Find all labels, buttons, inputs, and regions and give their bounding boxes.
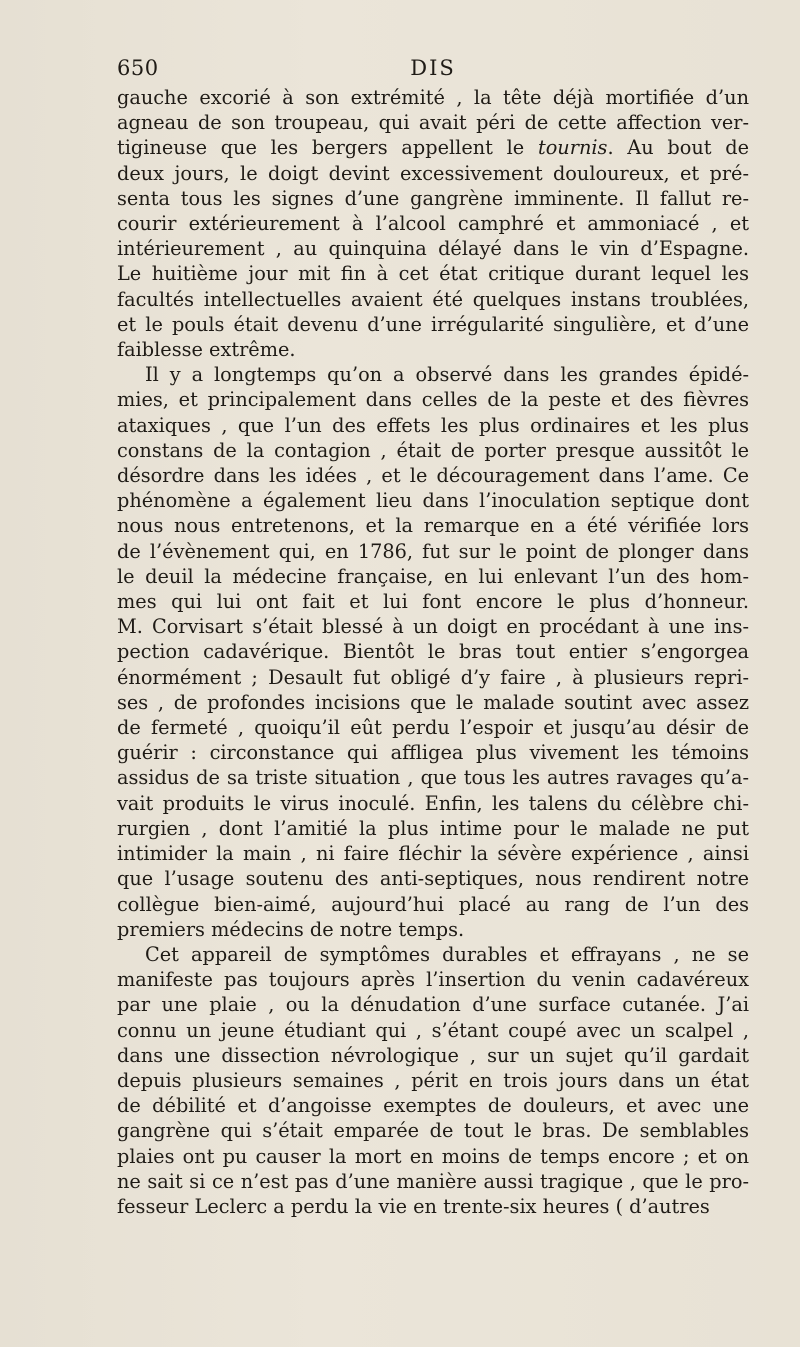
text-line: agneau de son troupeau, qui avait péri de cette affection ver-	[117, 111, 749, 135]
text-line: M. Corvisart s’était blessé à un doigt en procédant à une ins-	[117, 615, 749, 639]
text-line: de l’évènement qui, en 1786, fut sur le point de plonger dans	[117, 539, 749, 563]
text-line: dans une dissection névrologique , sur un sujet qu’il gardait	[117, 1043, 749, 1067]
text-line: mies, et principalement dans celles de la peste et des fièvres	[117, 388, 749, 412]
text-line: plaies ont pu causer la mort en moins de temps encore ; et on	[117, 1144, 749, 1168]
text-line: senta tous les signes d’une gangrène imminente. Il fallut re-	[117, 186, 749, 210]
text-line: constans de la contagion , était de porter presque aussitôt le	[117, 438, 749, 462]
text-line: connu un jeune étudiant qui , s’étant coupé avec un scalpel ,	[117, 1018, 749, 1042]
text-line: manifeste pas toujours après l’insertion du venin cadavéreux	[117, 968, 749, 992]
text-line: ne sait si ce n’est pas d’une manière aussi tragique , que le pro-	[117, 1169, 749, 1193]
paragraph	[117, 362, 749, 942]
text-line: collègue bien-aimé, aujourd’hui placé au rang de l’un des	[117, 892, 749, 916]
text-line: et le pouls était devenu d’une irrégularité singulière, et d’une	[117, 312, 749, 336]
text-line: intérieurement , au quinquina délayé dans le vin d’Espagne.	[117, 237, 749, 261]
text-line: guérir : circonstance qui affligea plus vivement les témoins	[117, 741, 749, 765]
text-line: intimider la main , ni faire fléchir la sévère expérience , ainsi	[117, 842, 749, 866]
text-line: désordre dans les idées , et le découragement dans l’ame. Ce	[117, 464, 749, 488]
body-text	[117, 85, 749, 1219]
page-number: 650	[117, 56, 159, 80]
text-line: fesseur Leclerc a perdu la vie en trente-six heures ( d’autres	[117, 1194, 710, 1218]
text-line: premiers médecins de notre temps.	[117, 917, 465, 941]
text-line: Cet appareil de symptômes durables et effrayans , ne se	[145, 942, 749, 966]
text-line: nous nous entretenons, et la remarque en a été vérifiée lors	[117, 514, 749, 538]
page-header	[117, 56, 749, 88]
text-line: depuis plusieurs semaines , périt en trois jours dans un état	[117, 1068, 749, 1092]
paragraph	[117, 942, 749, 1219]
text-line: courir extérieurement à l’alcool camphré et ammoniacé , et	[117, 212, 749, 236]
text-line: énormément ; Desault fut obligé d’y faire , à plusieurs repri-	[117, 665, 749, 689]
text-line: Le huitième jour mit fin à cet état critique durant lequel les	[117, 262, 749, 286]
text-line: de fermeté , quoiqu’il eût perdu l’espoir et jusqu’au désir de	[117, 716, 749, 740]
text-line: assidus de sa triste situation , que tous les autres ravages qu’a-	[117, 766, 749, 790]
text-line: gauche excorié à son extrémité , la tête déjà mortifiée d’un	[117, 86, 749, 109]
text-line: le deuil la médecine française, en lui enlevant l’un des hom-	[117, 564, 749, 588]
running-head: DIS	[410, 56, 456, 80]
text-line: mes qui lui ont fait et lui font encore le plus d’honneur.	[117, 590, 749, 614]
text-line: phénomène a également lieu dans l’inoculation septique dont	[117, 489, 749, 513]
text-line: ataxiques , que l’un des effets les plus ordinaires et les plus	[117, 413, 749, 437]
text-line: facultés intellectuelles avaient été quelques instans troublées,	[117, 287, 749, 311]
paragraph	[117, 85, 749, 362]
text-line: Il y a longtemps qu’on a observé dans les grandes épidé-	[145, 363, 749, 387]
text-line: de débilité et d’angoisse exemptes de douleurs, et avec une	[117, 1094, 749, 1118]
text-line: deux jours, le doigt devint excessivement douloureux, et pré-	[117, 161, 749, 185]
text-line: vait produits le virus inoculé. Enfin, les talens du célèbre chi-	[117, 791, 749, 815]
italic-term: tournis	[537, 136, 608, 160]
text-line: faiblesse extrême.	[117, 338, 296, 362]
text-line: pection cadavérique. Bientôt le bras tout entier s’engorgea	[117, 640, 749, 664]
text-line: gangrène qui s’était emparée de tout le bras. De semblables	[117, 1119, 749, 1143]
text-line: ses , de profondes incisions que le malade soutint avec assez	[117, 690, 749, 714]
text-line: que l’usage soutenu des anti-septiques, nous rendirent notre	[117, 867, 749, 891]
text-line: par une plaie , ou la dénudation d’une surface cutanée. J’ai	[117, 993, 749, 1017]
text-line: rurgien , dont l’amitié la plus intime pour le malade ne put	[117, 816, 749, 840]
text-line: tigineuse que les bergers appellent le tournis. Au bout de	[117, 136, 749, 160]
